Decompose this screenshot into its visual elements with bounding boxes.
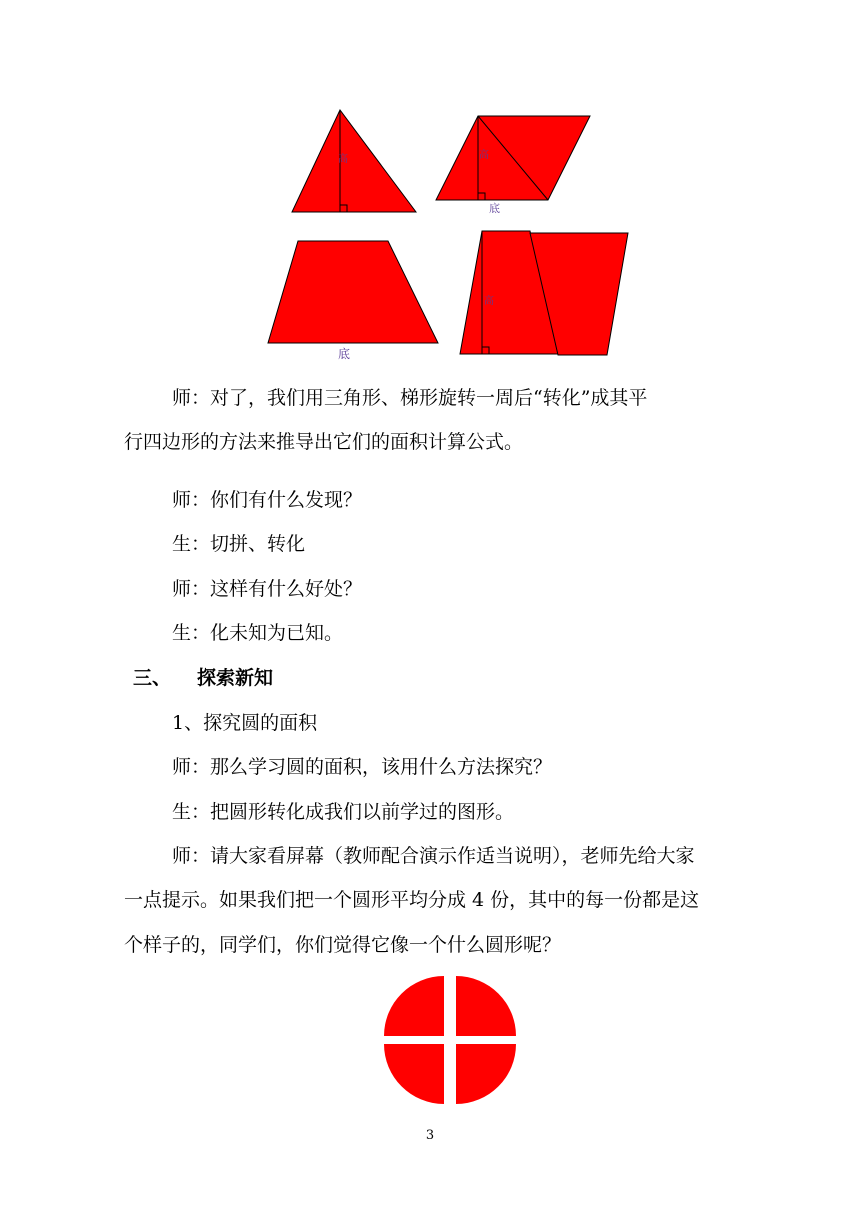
paragraph-student-answer: 生：切拼、转化: [172, 533, 306, 555]
subsection-title: 1、探究圆的面积: [172, 712, 318, 734]
trapezoid-shape: [268, 241, 438, 361]
trapezoid-base-label: 底: [338, 347, 351, 361]
parallelogram-from-triangles: [436, 116, 590, 215]
shapes-transformation-figure: [262, 106, 642, 362]
triangle-height-label: 高: [338, 154, 348, 165]
paragraph-teacher-method: 师：那么学习圆的面积，该用什么方法探究？: [172, 756, 553, 778]
paragraph-teacher-screen-cont1: 一点提示。如果我们把一个圆形平均分成 4 份，其中的每一份都是这: [124, 889, 700, 911]
trapezoid-height-label: 高: [484, 296, 494, 307]
section-number: 三、: [133, 667, 172, 689]
parallelogram-base-label: 底: [489, 202, 500, 215]
paragraph-student-method: 生：把圆形转化成我们以前学过的图形。: [172, 801, 515, 823]
paragraph-teacher-screen: 师：请大家看屏幕（教师配合演示作适当说明），老师先给大家: [172, 845, 695, 867]
paragraph-teacher-conversion: 师：对了，我们用三角形、梯形旋转一周后“转化”成其平: [172, 387, 648, 409]
paragraph-teacher-question: 师：你们有什么发现？: [172, 489, 363, 511]
circle-quarter-top-left: [384, 976, 444, 1036]
parallelogram-height-label: 高: [479, 150, 489, 161]
paragraph-teacher-conversion-cont: 行四边形的方法来推导出它们的面积计算公式。: [124, 431, 524, 453]
paragraph-teacher-benefit: 师：这样有什么好处？: [172, 578, 363, 600]
circle-quarters-figure: [380, 976, 520, 1106]
circle-quarter-top-right: [456, 976, 516, 1036]
paragraph-teacher-screen-cont2: 个样子的，同学们，你们觉得它像一个什么圆形呢？: [124, 934, 562, 956]
circle-quarter-bottom-left: [384, 1044, 444, 1104]
section-title: 探索新知: [197, 667, 274, 689]
circle-quarter-bottom-right: [456, 1044, 516, 1104]
page-number: 3: [425, 1128, 435, 1143]
paragraph-student-benefit: 生：化未知为已知。: [172, 622, 344, 644]
triangle-shape: [292, 110, 416, 212]
parallelogram-from-trapezoids: [460, 231, 628, 355]
section-heading: [133, 666, 273, 690]
